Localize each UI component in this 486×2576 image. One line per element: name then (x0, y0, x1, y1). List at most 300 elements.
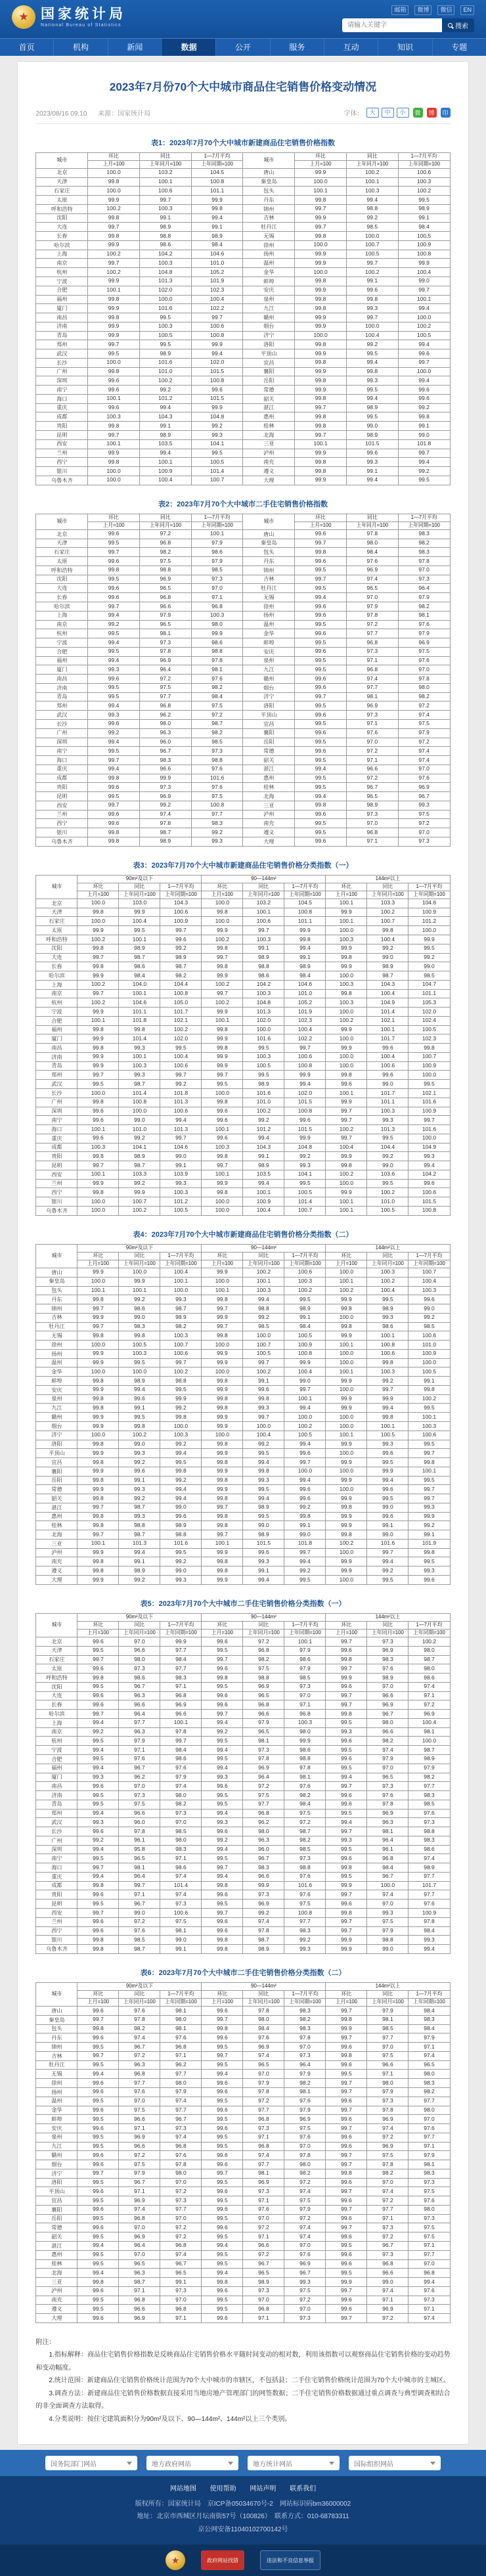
index-value-cell: 99.7 (202, 1161, 243, 1170)
index-value-cell: 101.3 (160, 1125, 202, 1134)
index-value-cell: 101.4 (284, 1197, 326, 1207)
footer-link-contact[interactable]: 联系我们 (290, 2485, 317, 2493)
index-value-cell: 101.6 (409, 1098, 450, 1107)
nav-item-news[interactable]: 新闻 (108, 39, 162, 56)
index-value-cell: 100.5 (346, 250, 398, 259)
search-input[interactable] (342, 18, 442, 32)
city-cell: 岳阳 (36, 2214, 77, 2223)
index-value-cell: 100.1 (284, 1394, 326, 1404)
nav-item-disclosure[interactable]: 公开 (215, 39, 269, 56)
index-value-cell: 98.3 (119, 1322, 160, 1331)
index-value-cell: 99.3 (326, 1727, 367, 1737)
index-value-cell: 99.0 (119, 1440, 160, 1449)
index-value-cell: 97.5 (284, 2286, 326, 2296)
mail-icon[interactable]: 邮箱 (391, 5, 409, 15)
index-value-cell: 96.4 (119, 1710, 160, 1719)
index-value-cell: 99.7 (77, 1304, 119, 1314)
index-value-cell: 99.7 (326, 1827, 367, 1836)
city-cell: 秦皇岛 (243, 539, 295, 548)
column-header: 1—7月平均 (409, 1991, 450, 1999)
index-value-cell: 99.5 (202, 1080, 243, 1089)
index-value-cell: 97.3 (119, 1664, 160, 1674)
index-value-cell: 99.4 (119, 1385, 160, 1394)
index-value-cell: 102.0 (409, 1008, 450, 1017)
index-value-cell: 99.5 (398, 476, 450, 485)
index-value-cell: 97.0 (346, 738, 398, 747)
index-value-cell: 99.9 (326, 1295, 367, 1304)
city-cell: 天津 (36, 908, 77, 917)
city-cell: 广州 (36, 728, 88, 738)
index-value-cell: 99.9 (202, 1385, 243, 1394)
index-value-cell: 100.1 (202, 1286, 243, 1295)
column-header: 1—7月平均 (284, 1991, 326, 1999)
column-header: 上月=100 (88, 522, 140, 529)
index-value-cell: 99.9 (191, 403, 243, 412)
index-value-cell: 99.2 (119, 1134, 160, 1143)
index-value-cell: 97.0 (119, 2097, 160, 2106)
index-value-cell: 98.0 (409, 2070, 450, 2079)
nav-item-knowledge[interactable]: 知识 (378, 39, 431, 56)
index-value-cell: 97.7 (409, 1872, 450, 1881)
index-value-cell: 99.5 (202, 2296, 243, 2305)
index-value-cell: 98.5 (409, 971, 450, 981)
index-value-cell: 99.9 (77, 1008, 119, 1017)
city-cell: 金华 (36, 1367, 77, 1377)
nav-item-services[interactable]: 服务 (270, 39, 324, 56)
city-cell: 太原 (36, 557, 88, 566)
city-cell: 唐山 (243, 168, 295, 177)
table-row (36, 1458, 450, 1467)
index-value-cell: 100.8 (191, 801, 243, 810)
index-value-cell: 101.6 (160, 1539, 202, 1548)
index-value-cell: 98.5 (409, 1800, 450, 1809)
index-value-cell: 96.7 (346, 783, 398, 792)
index-value-cell: 97.6 (409, 2196, 450, 2206)
index-value-cell: 98.2 (398, 539, 450, 548)
index-value-cell: 99.1 (284, 953, 326, 962)
table3-caption: 表3：2023年7月70个大中城市新建商品住宅销售价格分类指数（一） (133, 861, 353, 870)
index-value-cell: 97.6 (243, 2205, 284, 2214)
index-value-cell: 99.7 (88, 756, 140, 765)
index-value-cell: 98.4 (284, 1800, 326, 1809)
index-value-cell: 99.8 (202, 1557, 243, 1566)
index-value-cell: 99.4 (160, 1449, 202, 1458)
index-value-cell: 98.9 (284, 962, 326, 971)
table-row (36, 2305, 450, 2314)
index-value-cell: 97.0 (367, 1682, 409, 1691)
index-value-cell: 97.5 (139, 683, 191, 692)
index-value-cell: 96.3 (367, 1818, 409, 1827)
index-value-cell: 99.8 (295, 358, 347, 367)
index-value-cell: 99.8 (326, 2051, 367, 2060)
index-value-cell: 99.3 (409, 1152, 450, 1161)
city-cell: 青岛 (36, 1800, 77, 1809)
column-header: 上年同期=100 (398, 522, 450, 529)
table-row (36, 240, 450, 250)
index-value-cell: 102.1 (367, 1016, 409, 1025)
index-value-cell: 96.6 (119, 2305, 160, 2314)
index-value-cell: 99.7 (295, 575, 347, 584)
index-value-cell: 99.5 (409, 1080, 450, 1089)
weibo-share-icon[interactable]: 博 (427, 108, 437, 118)
city-cell: 宁波 (36, 638, 88, 648)
table-row (36, 2024, 450, 2033)
city-cell: 大连 (36, 953, 77, 962)
index-value-cell: 97.4 (139, 810, 191, 819)
city-cell: 银川 (36, 467, 88, 476)
footer-link-statement[interactable]: 网站声明 (250, 2485, 276, 2493)
index-value-cell: 97.6 (119, 1926, 160, 1936)
table-row (36, 656, 450, 665)
index-value-cell: 100.8 (284, 1107, 326, 1116)
index-value-cell: 100.4 (160, 1268, 202, 1277)
table-row (36, 358, 450, 367)
table-row (36, 980, 450, 989)
index-value-cell: 101.6 (243, 1089, 284, 1098)
nav-item-data[interactable]: 数据 (162, 39, 215, 56)
index-value-cell: 98.9 (119, 1152, 160, 1161)
column-header: 144m²以上 (326, 1245, 450, 1253)
column-header: 1—7月平均 (409, 1622, 450, 1630)
index-value-cell: 99.6 (77, 2286, 119, 2296)
index-value-cell: 101.7 (367, 1034, 409, 1044)
index-value-cell: 96.9 (119, 2196, 160, 2206)
index-value-cell: 97.1 (409, 2241, 450, 2250)
index-value-cell: 99.9 (77, 1413, 119, 1422)
index-value-cell: 99.8 (326, 953, 367, 962)
index-value-cell: 100.8 (191, 376, 243, 386)
index-value-cell: 97.9 (367, 1754, 409, 1764)
wechat-share-icon[interactable]: 微 (413, 108, 423, 118)
index-value-cell: 100.2 (88, 250, 140, 259)
index-value-cell: 99.7 (160, 926, 202, 935)
index-value-cell: 99.6 (367, 1071, 409, 1080)
index-value-cell: 99.6 (160, 935, 202, 944)
table2-caption: 表2：2023年7月70个大中城市二手住宅销售价格指数 (158, 500, 328, 508)
index-value-cell: 99.5 (243, 1485, 284, 1494)
table-row (36, 422, 450, 431)
index-value-cell: 100.0 (326, 1061, 367, 1071)
index-value-cell: 98.2 (284, 2015, 326, 2024)
city-cell: 成都 (36, 1881, 77, 1890)
city-cell: 锦州 (36, 2043, 77, 2052)
nbs-logo[interactable] (12, 5, 126, 29)
index-value-cell: 97.3 (398, 837, 450, 846)
index-value-cell: 96.9 (284, 2259, 326, 2269)
index-value-cell: 97.7 (409, 1890, 450, 1899)
index-value-cell: 99.5 (77, 1800, 119, 1809)
city-cell: 哈尔滨 (36, 1710, 77, 1719)
nav-item-orgs[interactable]: 机构 (53, 39, 107, 56)
column-header: 上年同期=100 (160, 1999, 202, 2007)
column-header: 上年同月=100 (119, 1630, 160, 1637)
index-value-cell: 100.1 (367, 1331, 409, 1341)
index-value-cell: 97.7 (191, 810, 243, 819)
index-value-cell: 99.7 (295, 403, 347, 412)
index-value-cell: 99.6 (398, 386, 450, 395)
index-value-cell: 99.5 (77, 1899, 119, 1909)
table-row (36, 2115, 450, 2124)
weibo-icon[interactable]: 微博 (414, 5, 431, 15)
index-value-cell: 96.6 (119, 1646, 160, 1655)
index-value-cell: 104.4 (160, 980, 202, 989)
city-cell: 大理 (243, 476, 295, 485)
city-cell: 济宁 (36, 2169, 77, 2178)
index-value-cell: 99.6 (409, 1295, 450, 1304)
index-value-cell: 99.8 (202, 1512, 243, 1521)
index-value-cell: 99.2 (160, 1404, 202, 1413)
index-value-cell: 99.5 (77, 2060, 119, 2070)
index-value-cell: 98.9 (409, 1754, 450, 1764)
index-value-cell: 98.3 (409, 1791, 450, 1800)
index-value-cell: 99.7 (326, 2124, 367, 2133)
index-value-cell: 99.8 (77, 1494, 119, 1503)
index-value-cell: 100.3 (119, 1061, 160, 1071)
index-value-cell: 98.0 (119, 1655, 160, 1664)
index-value-cell: 100.3 (119, 1349, 160, 1358)
index-value-cell: 97.4 (367, 2286, 409, 2296)
index-value-cell: 99.8 (326, 1071, 367, 1080)
index-value-cell: 96.9 (243, 1682, 284, 1691)
index-value-cell: 99.8 (88, 232, 140, 241)
site-error-report-badge[interactable]: 政府网站找错 (201, 2550, 244, 2570)
city-cell: 上海 (36, 611, 88, 620)
index-value-cell: 99.7 (326, 1107, 367, 1116)
index-value-cell: 99.8 (295, 376, 347, 386)
english-link[interactable]: EN (460, 5, 474, 15)
index-value-cell: 98.0 (398, 683, 450, 692)
wechat-icon[interactable]: 微信 (437, 5, 454, 15)
index-value-cell: 99.9 (326, 1566, 367, 1576)
index-value-cell: 99.6 (202, 1782, 243, 1791)
table-row (36, 2079, 450, 2088)
index-value-cell: 99.7 (77, 2015, 119, 2024)
index-value-cell: 96.1 (119, 1836, 160, 1845)
index-value-cell: 99.0 (119, 1909, 160, 1918)
index-value-cell: 99.7 (295, 431, 347, 440)
column-header: 城市 (36, 514, 88, 529)
index-value-cell: 100.9 (409, 1349, 450, 1358)
font-medium-button[interactable]: 中 (382, 108, 394, 118)
footer-link-sitemap[interactable]: 网站地图 (169, 2485, 196, 2493)
city-cell: 蚌埠 (243, 277, 295, 286)
print-icon[interactable]: 印 (441, 108, 451, 118)
index-value-cell: 100.1 (326, 1341, 367, 1350)
index-value-cell: 96.9 (139, 575, 191, 584)
city-cell: 重庆 (36, 403, 88, 412)
index-value-cell: 99.1 (243, 1377, 284, 1386)
table-row (36, 2043, 450, 2052)
index-value-cell: 99.6 (202, 1116, 243, 1125)
index-value-cell: 97.0 (243, 2070, 284, 2079)
index-value-cell: 99.5 (326, 1872, 367, 1881)
city-cell: 长春 (36, 593, 88, 602)
table-row (36, 1286, 450, 1295)
index-value-cell: 97.7 (367, 2205, 409, 2214)
city-cell: 深圳 (36, 1107, 77, 1116)
index-value-cell: 99.1 (243, 944, 284, 953)
city-cell: 秦皇岛 (36, 2015, 77, 2024)
index-value-cell: 103.5 (243, 1170, 284, 1179)
index-value-cell: 99.5 (295, 701, 347, 711)
illegal-info-report-badge[interactable]: 违法和不良信息举报 (260, 2550, 320, 2570)
nav-item-home[interactable]: 首页 (18, 43, 35, 52)
index-value-cell: 98.8 (284, 1754, 326, 1764)
table-row (36, 1890, 450, 1899)
table-row (36, 1539, 450, 1548)
index-value-cell: 99.4 (88, 738, 140, 747)
index-value-cell: 96.5 (367, 1773, 409, 1782)
index-value-cell: 96.9 (367, 1809, 409, 1818)
index-value-cell: 99.7 (409, 1485, 450, 1494)
table-row (36, 584, 450, 593)
index-value-cell: 98.2 (367, 1737, 409, 1746)
index-value-cell: 97.2 (367, 2232, 409, 2242)
index-value-cell: 100.3 (202, 1143, 243, 1152)
index-value-cell: 100.1 (243, 908, 284, 917)
city-cell: 呼和浩特 (36, 935, 77, 944)
city-cell: 贵阳 (36, 1152, 77, 1161)
index-value-cell: 99.7 (326, 1637, 367, 1647)
local-gov-sites-select[interactable] (146, 2456, 238, 2470)
index-value-cell: 104.9 (367, 998, 409, 1008)
local-stats-sites-select[interactable] (248, 2456, 340, 2470)
index-value-cell: 97.1 (409, 2043, 450, 2052)
index-value-cell: 100.0 (77, 899, 119, 908)
index-value-cell: 99.6 (77, 2124, 119, 2133)
index-value-cell: 100.3 (409, 1422, 450, 1431)
city-cell: 贵阳 (36, 1890, 77, 1899)
index-value-cell: 99.3 (367, 1909, 409, 1918)
intl-org-sites-select[interactable] (349, 2456, 441, 2470)
index-value-cell: 99.9 (326, 1936, 367, 1945)
index-value-cell: 99.5 (295, 756, 347, 765)
index-value-cell: 97.4 (243, 1917, 284, 1926)
column-header: 1—7月平均 (284, 1253, 326, 1260)
index-value-cell: 99.8 (202, 944, 243, 953)
index-value-cell: 98.6 (139, 240, 191, 250)
index-value-cell: 99.0 (160, 1566, 202, 1576)
index-value-cell: 97.3 (160, 2286, 202, 2296)
index-value-cell: 99.9 (77, 1422, 119, 1431)
table-row (36, 1098, 450, 1107)
gov-sites-select[interactable] (45, 2456, 137, 2470)
index-value-cell: 99.5 (88, 647, 140, 656)
index-value-cell: 98.0 (284, 1727, 326, 1737)
index-value-cell: 99.5 (243, 1449, 284, 1458)
index-value-cell: 99.9 (202, 1034, 243, 1044)
index-value-cell: 100.0 (409, 1071, 450, 1080)
index-value-cell: 100.0 (88, 168, 140, 177)
font-small-button[interactable]: 小 (397, 108, 409, 118)
index-value-cell: 100.3 (326, 935, 367, 944)
city-cell: 襄阳 (36, 1467, 77, 1476)
index-value-cell: 99.6 (295, 747, 347, 756)
index-value-cell: 100.5 (398, 232, 450, 241)
index-value-cell: 99.7 (284, 1458, 326, 1467)
index-value-cell: 100.9 (139, 467, 191, 476)
index-value-cell: 97.5 (160, 1917, 202, 1926)
index-value-cell: 98.3 (367, 1655, 409, 1664)
nav-item-interaction[interactable]: 互动 (324, 39, 378, 56)
index-value-cell: 97.0 (409, 2115, 450, 2124)
city-cell: 泸州 (36, 2286, 77, 2296)
index-value-cell: 99.9 (295, 349, 347, 359)
index-value-cell: 100.9 (409, 1909, 450, 1918)
index-value-cell: 99.3 (160, 1295, 202, 1304)
column-header: 同比 (119, 1622, 160, 1630)
city-cell: 昆明 (36, 1161, 77, 1170)
index-value-cell: 99.7 (77, 989, 119, 998)
index-value-cell: 97.5 (284, 1809, 326, 1818)
index-value-cell: 96.9 (119, 2232, 160, 2242)
footer-link-help[interactable]: 使用帮助 (210, 2485, 236, 2493)
city-cell: 石家庄 (36, 548, 88, 557)
index-value-cell: 97.9 (398, 593, 450, 602)
search-button[interactable] (442, 18, 474, 32)
index-value-cell: 100.0 (77, 1089, 119, 1098)
index-value-cell: 99.0 (367, 1080, 409, 1089)
city-cell: 大连 (36, 223, 88, 232)
table-row (36, 2160, 450, 2169)
index-value-cell: 99.9 (202, 971, 243, 981)
index-value-cell: 99.8 (77, 1458, 119, 1467)
index-value-cell: 99.0 (367, 1161, 409, 1170)
index-value-cell: 99.6 (77, 2079, 119, 2088)
column-header: 环比 (295, 152, 347, 160)
city-cell: 扬州 (243, 250, 295, 259)
index-value-cell: 98.2 (409, 2087, 450, 2097)
index-value-cell: 99.8 (77, 1394, 119, 1404)
index-value-cell: 97.3 (139, 638, 191, 648)
index-value-cell: 99.8 (409, 1548, 450, 1557)
index-value-cell: 100.0 (346, 322, 398, 331)
index-value-cell: 96.2 (243, 1818, 284, 1827)
table-row (36, 2142, 450, 2151)
column-header: 同比 (243, 1253, 284, 1260)
city-cell: 南宁 (36, 1854, 77, 1863)
index-value-cell: 99.5 (77, 2043, 119, 2052)
table-row (36, 213, 450, 223)
table-row (36, 1854, 450, 1863)
index-value-cell: 97.9 (284, 1646, 326, 1655)
city-cell: 南宁 (36, 386, 88, 395)
city-cell: 牡丹江 (36, 1322, 77, 1331)
column-header: 环比 (88, 514, 140, 522)
index-value-cell: 101.4 (191, 467, 243, 476)
font-large-button[interactable]: 大 (366, 108, 379, 118)
city-cell: 包头 (243, 548, 295, 557)
nav-item-topics[interactable]: 专题 (432, 39, 486, 56)
index-value-cell: 96.6 (367, 1727, 409, 1737)
index-value-cell: 98.1 (346, 692, 398, 701)
font-size-label: 字体： (343, 110, 364, 118)
column-header: 同比 (243, 883, 284, 891)
index-value-cell: 97.2 (367, 2314, 409, 2323)
index-value-cell: 99.6 (326, 2142, 367, 2151)
city-cell: 牡丹江 (36, 2060, 77, 2070)
column-header: 上年同期=100 (409, 1260, 450, 1268)
index-value-cell: 99.6 (202, 2033, 243, 2043)
city-cell: 牡丹江 (243, 584, 295, 593)
index-value-cell: 99.6 (202, 2314, 243, 2323)
index-value-cell: 99.9 (326, 1476, 367, 1485)
index-value-cell: 104.3 (160, 899, 202, 908)
table-row (36, 2097, 450, 2106)
index-value-cell: 99.4 (295, 765, 347, 774)
city-cell: 唐山 (36, 1268, 77, 1277)
index-value-cell: 99.8 (77, 2278, 119, 2287)
